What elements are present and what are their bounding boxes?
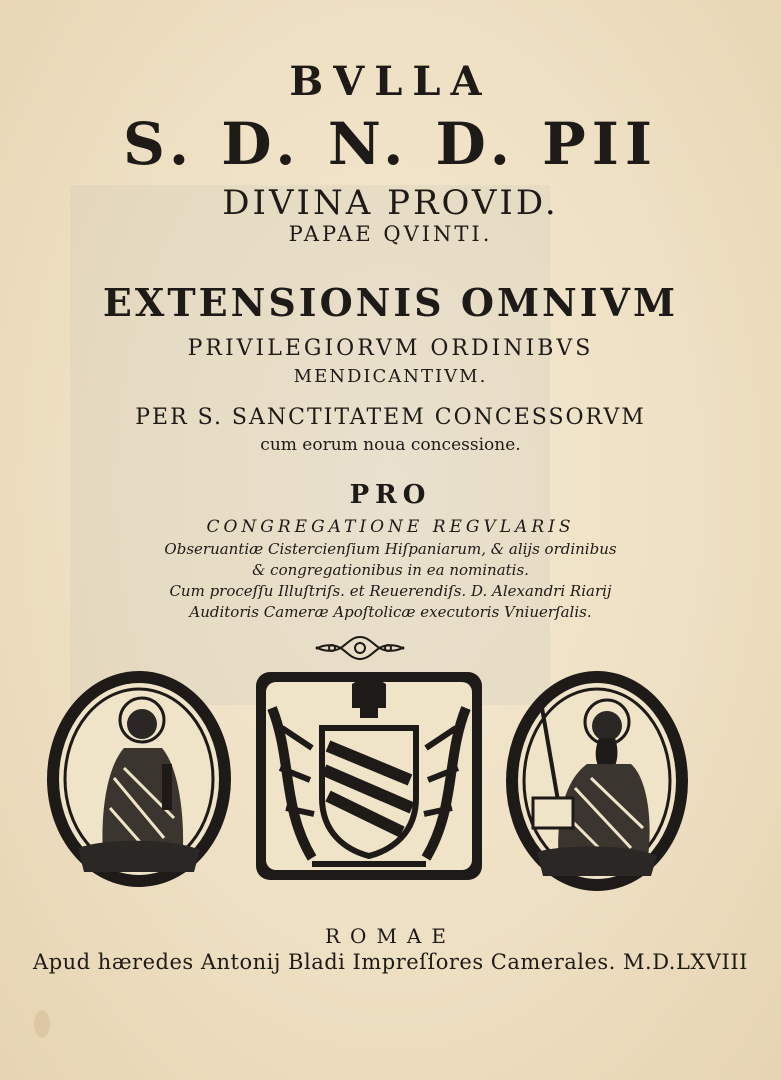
imprint-line: Apud hæredes Antonij Bladi Impreſſores Camerales. M.D.LXVIII bbox=[33, 950, 748, 974]
subject-line-2: PRIVILEGIORVM ORDINIBVS bbox=[187, 336, 594, 361]
subject-line-3: MENDICANTIVM. bbox=[293, 366, 488, 387]
recipients-line-4: Cum proceſſu Illuſtriſs. et Reuerendiſs. D. Alexandri Riarij bbox=[169, 582, 612, 600]
floral-ornament-icon bbox=[312, 633, 408, 663]
saint-paul-woodcut-icon bbox=[503, 668, 691, 894]
recipients-line-1: CONGREGATIONE REGVLARIS bbox=[206, 517, 575, 537]
recipients-line-3: & congregationibus in ea nominatis. bbox=[252, 561, 529, 579]
imprint-city: ROMAE bbox=[325, 924, 456, 948]
papal-coat-of-arms-icon bbox=[252, 668, 486, 884]
pro-heading: PRO bbox=[349, 480, 432, 510]
paper-stain bbox=[34, 1010, 50, 1038]
recipients-line-2: Obseruantiæ Cistercienſium Hiſpaniarum, & alijs ordinibus bbox=[164, 540, 617, 558]
subject-heading: EXTENSIONIS OMNIVM bbox=[102, 280, 679, 325]
title-bulla: BVLLA bbox=[289, 58, 492, 105]
subject-line-4: PER S. SANCTITATEM CONCESSORVM bbox=[135, 405, 646, 430]
recipients-line-5: Auditoris Cameræ Apoſtolicæ executoris Vniuerſalis. bbox=[189, 603, 592, 621]
subject-line-5: cum eorum noua concessione. bbox=[260, 435, 521, 455]
title-papae-quinti: PAPAE QVINTI. bbox=[288, 222, 493, 246]
saint-peter-woodcut-icon bbox=[44, 668, 234, 890]
title-divina-provid: DIVINA PROVID. bbox=[222, 183, 559, 223]
title-pope-name: S. D. N. D. PII bbox=[123, 110, 658, 178]
